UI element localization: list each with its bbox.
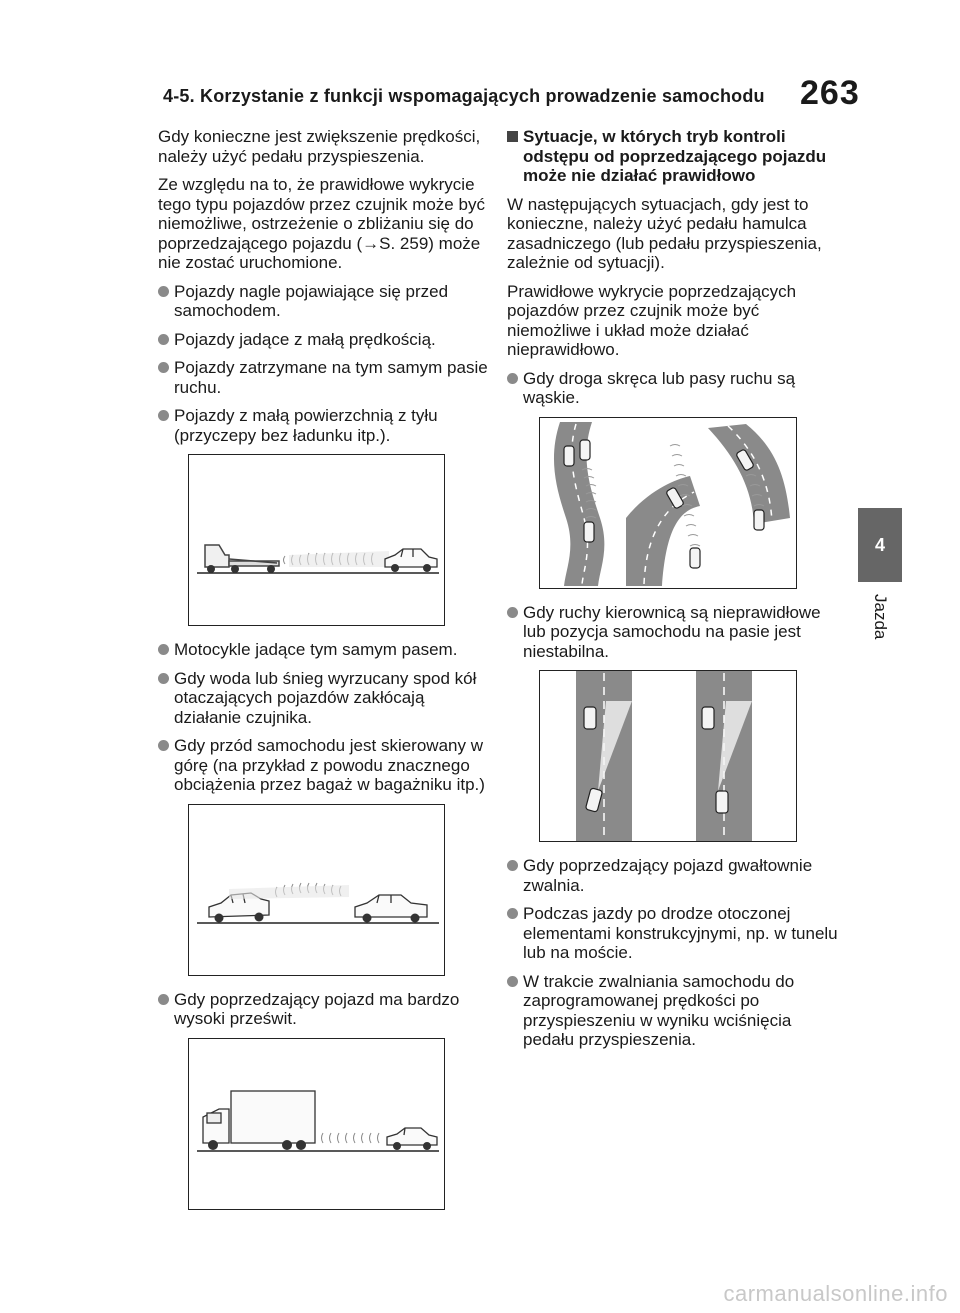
left-paragraph-2: Ze względu na to, że prawidłowe wykrycie tego typu pojazdów przez czujnik może być niemożliwe, ostrzeżenie o zbliżaniu się do poprzedzającego pojazdu (→S. 259) może nie zostać uruchomione. — [158, 175, 485, 272]
section-heading-text: Sytuacje, w których tryb kontroli odstępu od poprzedzającego pojazdu może nie działać prawidłowo — [523, 127, 827, 185]
list-item: Motocykle jadące tym samym pasem. — [158, 640, 490, 660]
left-bullet-list-a — [158, 282, 490, 446]
list-item: Gdy droga skręca lub pasy ruchu są wąskie. — [507, 369, 842, 408]
figure-nose-up — [188, 804, 445, 976]
list-item: Pojazdy z małą powierzchnią z tyłu (przyczepy bez ładunku itp.). — [158, 406, 490, 445]
left-column — [158, 127, 490, 1224]
nose-up-illustration — [189, 805, 444, 975]
list-item: Gdy ruchy kierownicą są nieprawidłowe lub pozycja samochodu na pasie jest niestabilna. — [507, 603, 842, 662]
list-item: Gdy poprzedzający pojazd gwałtownie zwalnia. — [507, 856, 842, 895]
list-item: Podczas jazdy po drodze otoczonej elementami konstrukcyjnymi, np. w tunelu lub na moście. — [507, 904, 842, 963]
header-title: 4-5. Korzystanie z funkcji wspomagających prowadzenie samochodu — [163, 86, 765, 106]
chapter-label: Jazda — [871, 594, 890, 640]
left-bullet-list-b — [158, 640, 490, 795]
right-bullet-list-a — [507, 369, 842, 408]
truck-illustration — [189, 1039, 444, 1209]
list-item: W trakcie zwalniania samochodu do zaprogramowanej prędkości po przyspieszeniu w wyniku wciśnięcia pedału przyspieszenia. — [507, 972, 842, 1050]
chapter-tab — [858, 508, 902, 582]
section-heading — [507, 127, 842, 186]
right-paragraph-1: W następujących sytuacjach, gdy jest to konieczne, należy użyć pedału hamulca zasadniczego (lub pedału przyspieszenia, zależnie od sytuacji). — [507, 194, 822, 272]
list-item: Gdy woda lub śnieg wyrzucany spod kół otaczających pojazdów zakłócają działanie czujnika. — [158, 669, 490, 728]
right-paragraph-2: Prawidłowe wykrycie poprzedzających pojazdów przez czujnik może być niemożliwe i układ może działać nieprawidłowo. — [507, 281, 797, 359]
trailer-illustration — [189, 455, 444, 625]
left-bullet-list-c — [158, 990, 490, 1029]
list-item: Pojazdy jadące z małą prędkością. — [158, 330, 490, 350]
list-item: Pojazdy zatrzymane na tym samym pasie ruchu. — [158, 358, 490, 397]
curved-roads-illustration — [540, 418, 796, 588]
right-column — [507, 127, 842, 1059]
right-bullet-list-c — [507, 856, 842, 1050]
figure-truck — [188, 1038, 445, 1210]
chapter-number: 4 — [874, 534, 885, 555]
list-item: Pojazdy nagle pojawiające się przed samochodem. — [158, 282, 490, 321]
right-bullet-list-b — [507, 603, 842, 662]
figure-curved-roads — [539, 417, 797, 589]
square-marker-icon — [507, 131, 518, 142]
figure-trailer — [188, 454, 445, 626]
page-number: 263 — [800, 74, 860, 112]
watermark: carmanualsonline.info — [723, 1281, 948, 1306]
unstable-lane-illustration — [540, 671, 796, 841]
figure-unstable-lane — [539, 670, 797, 842]
left-paragraph-1: Gdy konieczne jest zwiększenie prędkości, należy użyć pedału przyspieszenia. — [158, 127, 481, 166]
list-item: Gdy poprzedzający pojazd ma bardzo wysoki prześwit. — [158, 990, 490, 1029]
list-item: Gdy przód samochodu jest skierowany w górę (na przykład z powodu znacznego obciążenia przez bagaż w bagażniku itp.) — [158, 736, 490, 795]
